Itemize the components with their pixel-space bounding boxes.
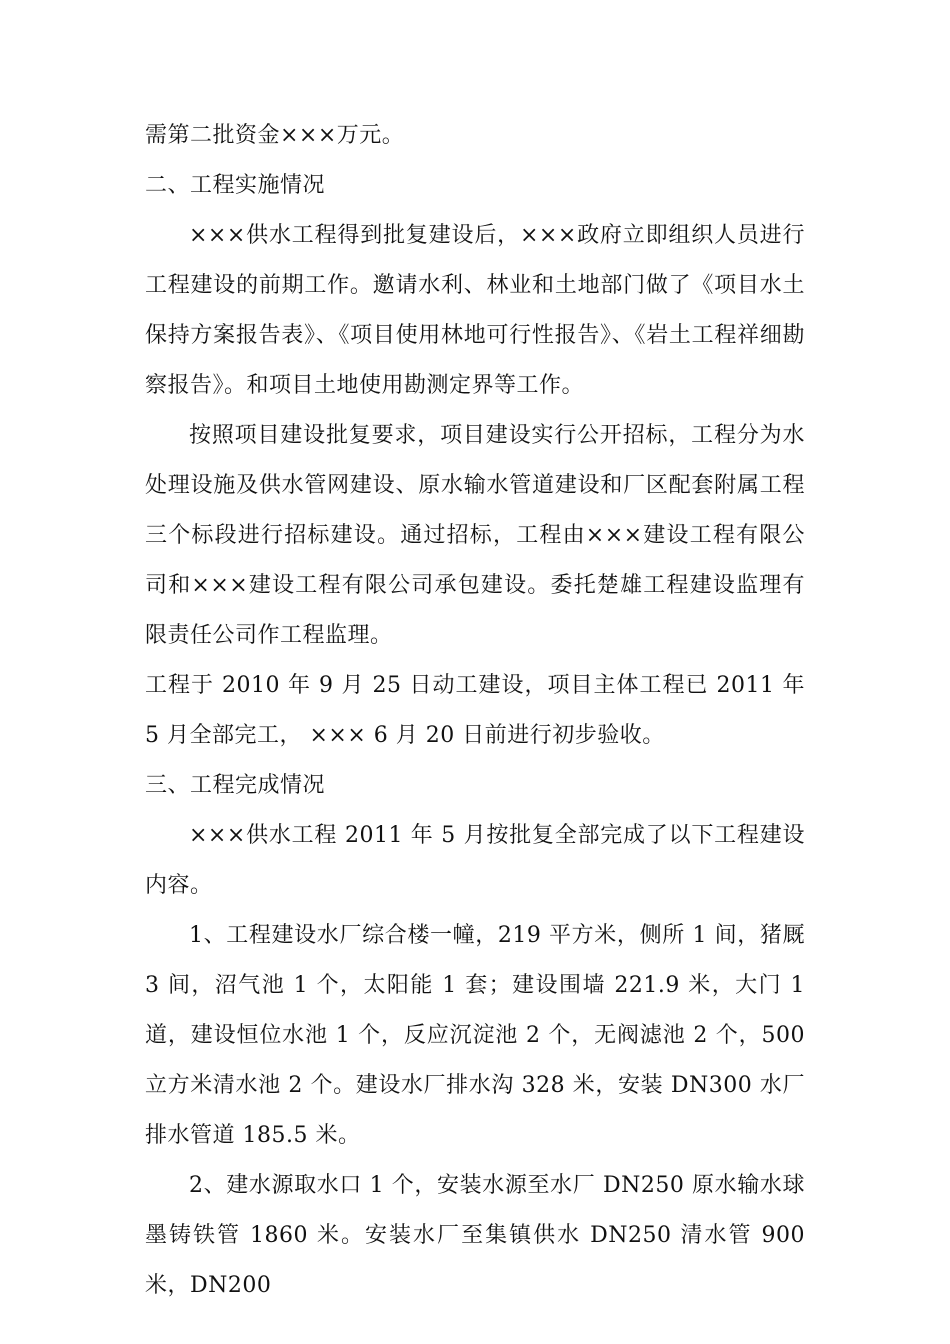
list-item-2: 2、建水源取水口 1 个，安装水源至水厂 DN250 原水输水球墨铸铁管 1860 米。安装水厂至集镇供水 DN250 清水管 900 米，DN200 — [145, 1173, 805, 1298]
paragraph-completion-intro: ×××供水工程 2011 年 5 月按批复全部完成了以下工程建设内容。 — [145, 823, 805, 898]
section-heading-completion: 三、工程完成情况 — [145, 773, 326, 798]
paragraph-bidding: 按照项目建设批复要求，项目建设实行公开招标，工程分为水处理设施及供水管网建设、原水输水管道建设和厂区配套附属工程三个标段进行招标建设。通过招标，工程由×××建设工程有限公司和×××建设工程有限公司承包建设。委托楚雄工程建设监理有限责任公司作工程监理。 — [145, 423, 805, 648]
paragraph-funding: 需第二批资金×××万元。 — [145, 123, 405, 148]
paragraph-construction-dates: 工程于 2010 年 9 月 25 日动工建设，项目主体工程已 2011 年 5 月全部完工， ××× 6 月 20 日前进行初步验收。 — [145, 673, 805, 748]
document-body — [145, 111, 805, 1311]
section-heading-implementation: 二、工程实施情况 — [145, 173, 326, 198]
paragraph-preliminary-work: ×××供水工程得到批复建设后，×××政府立即组织人员进行工程建设的前期工作。邀请水利、林业和土地部门做了《项目水土保持方案报告表》、《项目使用林地可行性报告》、《岩土工程祥细勘察报告》。和项目土地使用勘测定界等工作。 — [145, 223, 805, 398]
list-item-1: 1、工程建设水厂综合楼一幢，219 平方米，侧所 1 间，猪厩 3 间，沼气池 1 个，太阳能 1 套；建设围墙 221.9 米，大门 1 道，建设恒位水池 1 个，反应沉淀池 2 个，无阀滤池 2 个，500 立方米清水池 2 个。建设水厂排水沟 328 米，安装 DN300 水厂排水管道 185.5 米。 — [145, 923, 805, 1148]
